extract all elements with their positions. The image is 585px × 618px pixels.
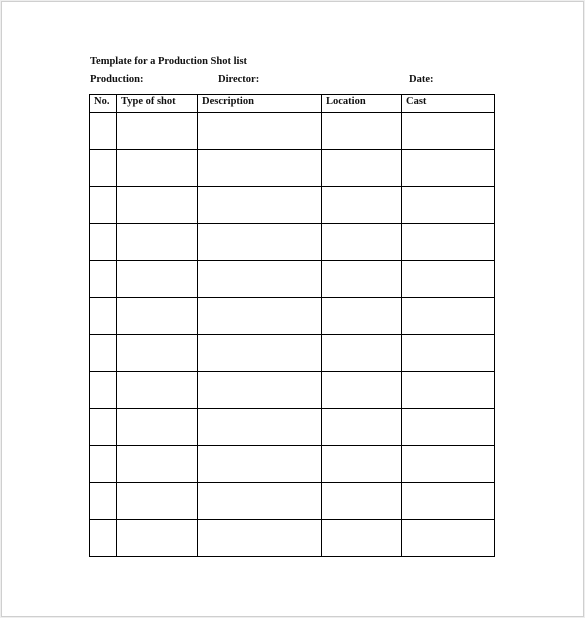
table-row [90,261,495,298]
cell-description [198,150,322,187]
cell-description [198,520,322,557]
cell-cast [402,335,495,372]
cell-type-of-shot [117,520,198,557]
cell-cast [402,483,495,520]
cell-no [90,483,117,520]
cell-type-of-shot [117,261,198,298]
cell-description [198,335,322,372]
cell-cast [402,446,495,483]
table-row [90,335,495,372]
table-row [90,372,495,409]
cell-type-of-shot [117,224,198,261]
cell-cast [402,187,495,224]
cell-type-of-shot [117,409,198,446]
header-location: Location [322,95,402,113]
production-label: Production: [90,74,144,85]
table-row [90,483,495,520]
cell-location [322,520,402,557]
cell-no [90,520,117,557]
cell-cast [402,261,495,298]
cell-description [198,224,322,261]
table-row [90,520,495,557]
cell-location [322,261,402,298]
table-row [90,224,495,261]
cell-cast [402,372,495,409]
cell-cast [402,150,495,187]
table-row [90,446,495,483]
cell-no [90,150,117,187]
document-page [1,1,584,617]
cell-location [322,298,402,335]
shot-list-table [89,94,495,557]
cell-no [90,335,117,372]
cell-type-of-shot [117,187,198,224]
cell-location [322,409,402,446]
header-type-of-shot: Type of shot [117,95,198,113]
cell-type-of-shot [117,150,198,187]
cell-description [198,261,322,298]
cell-location [322,113,402,150]
cell-location [322,372,402,409]
table-row [90,409,495,446]
date-label: Date: [409,74,434,85]
cell-cast [402,409,495,446]
cell-no [90,224,117,261]
table-header-row [90,95,495,113]
cell-description [198,113,322,150]
cell-cast [402,224,495,261]
cell-location [322,335,402,372]
cell-no [90,409,117,446]
table-row [90,113,495,150]
cell-description [198,187,322,224]
cell-description [198,409,322,446]
cell-location [322,224,402,261]
cell-no [90,446,117,483]
cell-description [198,372,322,409]
header-cast: Cast [402,95,495,113]
cell-description [198,298,322,335]
cell-no [90,372,117,409]
director-label: Director: [218,74,260,85]
table-row [90,187,495,224]
cell-cast [402,113,495,150]
cell-type-of-shot [117,298,198,335]
cell-type-of-shot [117,483,198,520]
cell-no [90,187,117,224]
cell-type-of-shot [117,335,198,372]
cell-type-of-shot [117,113,198,150]
cell-description [198,446,322,483]
table-row [90,298,495,335]
cell-no [90,261,117,298]
cell-type-of-shot [117,446,198,483]
cell-location [322,446,402,483]
header-no: No. [90,95,117,113]
cell-location [322,150,402,187]
cell-location [322,187,402,224]
header-description: Description [198,95,322,113]
cell-cast [402,520,495,557]
cell-type-of-shot [117,372,198,409]
cell-cast [402,298,495,335]
document-title: Template for a Production Shot list [90,56,248,67]
cell-location [322,483,402,520]
cell-no [90,298,117,335]
shot-list-body [90,113,495,557]
table-row [90,150,495,187]
cell-description [198,483,322,520]
cell-no [90,113,117,150]
